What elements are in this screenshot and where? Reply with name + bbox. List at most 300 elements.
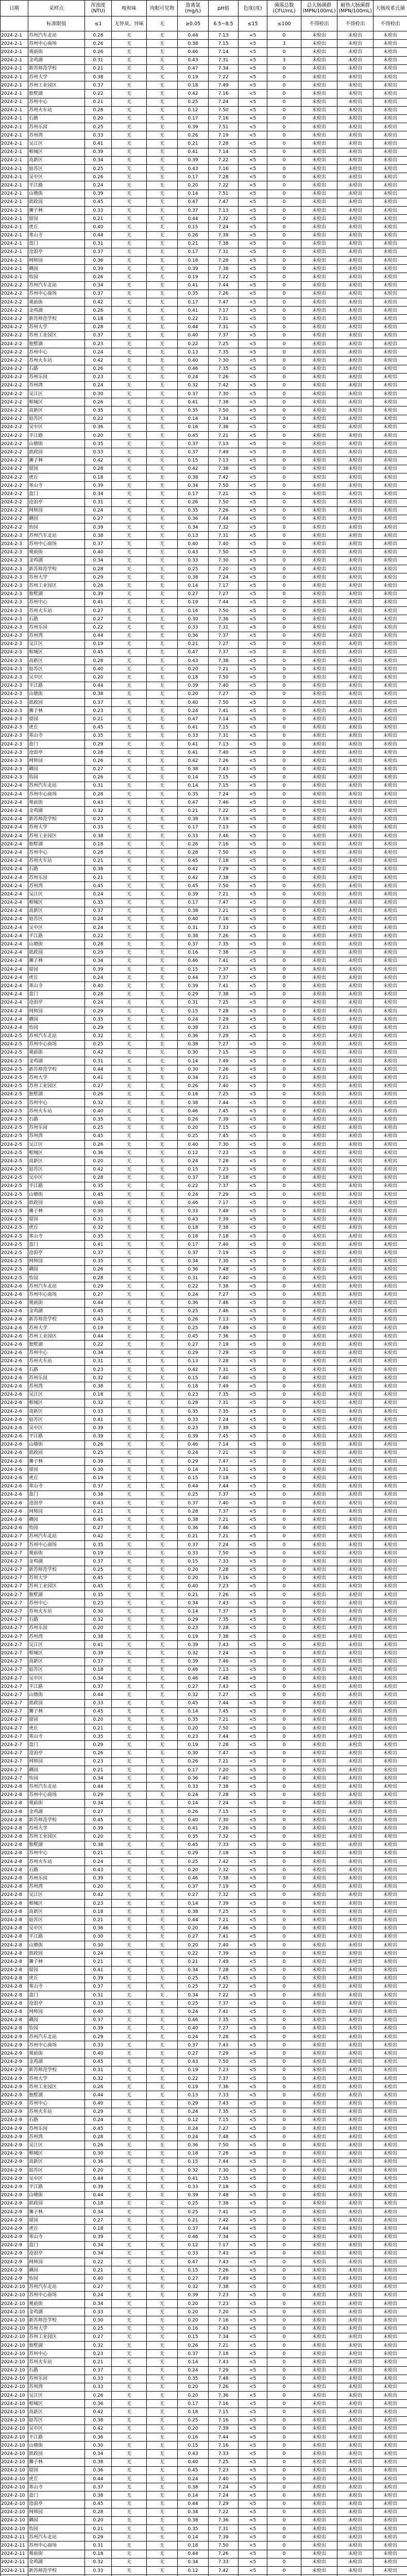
cell-color: <5 (239, 2450, 267, 2458)
cell-date: 2024-2-2 (1, 448, 28, 456)
cell-coliform: 未检出 (301, 2442, 337, 2450)
cell-bacteria: 0 (267, 2525, 301, 2533)
cell-chlorine: 0.17 (178, 248, 209, 256)
table-row (1, 1858, 407, 1866)
cell-odor: 无 (112, 1458, 147, 1466)
cell-date: 2024-2-7 (1, 1716, 28, 1724)
cell-visible: 无 (147, 398, 178, 406)
cell-date: 2024-2-5 (1, 1249, 28, 1257)
cell-color: <5 (239, 140, 267, 148)
cell-chlorine: 0.15 (178, 456, 209, 465)
cell-thermo-coliform: 未检出 (337, 432, 374, 440)
cell-odor: 无 (112, 1374, 147, 1382)
cell-thermo-coliform: 未检出 (337, 2316, 374, 2325)
cell-coliform: 未检出 (301, 1916, 337, 1924)
cell-chlorine: 0.37 (178, 1174, 209, 1182)
cell-chlorine: 0.37 (178, 1249, 209, 1257)
table-row (1, 390, 407, 398)
cell-color: <5 (239, 1841, 267, 1849)
cell-odor: 无 (112, 2558, 147, 2566)
cell-ecoli: 未检出 (374, 2258, 407, 2266)
table-row (1, 2133, 407, 2141)
cell-coliform: 未检出 (301, 2158, 337, 2166)
cell-ph: 7.19 (209, 1341, 239, 1349)
cell-ecoli: 未检出 (374, 840, 407, 849)
cell-date: 2024-2-6 (1, 1499, 28, 1507)
cell-thermo-coliform: 未检出 (337, 2516, 374, 2524)
cell-visible: 无 (147, 2325, 178, 2333)
cell-odor: 无 (112, 73, 147, 81)
cell-location: 新苏师范学校 (28, 64, 85, 73)
cell-color: <5 (239, 665, 267, 673)
table-row (1, 1090, 407, 1098)
cell-ph: 7.37 (209, 1999, 239, 2008)
cell-location: 苏州大学 (28, 323, 85, 331)
cell-odor: 无 (112, 2408, 147, 2416)
cell-turbidity: 0.26 (85, 2141, 112, 2149)
cell-thermo-coliform: 未检出 (337, 1382, 374, 1391)
cell-location: 狮子林 (28, 957, 85, 965)
cell-date: 2024-2-5 (1, 1199, 28, 1207)
cell-color: <5 (239, 240, 267, 248)
cell-bacteria: 0 (267, 573, 301, 582)
cell-bacteria: 0 (267, 2425, 301, 2433)
cell-location: 石路 (28, 1115, 85, 1124)
cell-location: 网师园 (28, 2258, 85, 2266)
cell-date: 2024-2-4 (1, 782, 28, 790)
cell-chlorine: 0.24 (178, 1191, 209, 1199)
cell-coliform: 未检出 (301, 657, 337, 665)
cell-location: 石路 (28, 365, 85, 373)
cell-date: 2024-2-4 (1, 815, 28, 823)
cell-thermo-coliform: 未检出 (337, 657, 374, 665)
cell-odor: 无 (112, 1466, 147, 1474)
cell-visible: 无 (147, 832, 178, 840)
table-row (1, 365, 407, 373)
cell-visible: 无 (147, 807, 178, 815)
cell-ecoli: 未检出 (374, 765, 407, 773)
cell-thermo-coliform: 未检出 (337, 2099, 374, 2108)
cell-ph: 7.27 (209, 2125, 239, 2133)
table-row (1, 1716, 407, 1724)
cell-turbidity: 0.18 (85, 473, 112, 481)
cell-coliform: 未检出 (301, 1741, 337, 1749)
cell-bacteria: 0 (267, 1582, 301, 1590)
cell-odor: 无 (112, 699, 147, 707)
cell-turbidity: 0.33 (85, 2375, 112, 2383)
cell-visible: 无 (147, 2116, 178, 2124)
cell-ecoli: 未检出 (374, 1274, 407, 1282)
cell-turbidity: 0.42 (85, 1532, 112, 1540)
cell-odor: 无 (112, 265, 147, 273)
cell-bacteria: 0 (267, 2316, 301, 2325)
cell-chlorine: 0.45 (178, 882, 209, 890)
cell-ecoli: 未检出 (374, 740, 407, 748)
cell-location: 苏州工业园区 (28, 1582, 85, 1590)
cell-odor: 无 (112, 2492, 147, 2500)
cell-visible: 无 (147, 2416, 178, 2425)
cell-chlorine: 0.19 (178, 2083, 209, 2091)
cell-ph: 7.16 (209, 2416, 239, 2425)
cell-ph: 7.28 (209, 1357, 239, 1365)
cell-visible: 无 (147, 1657, 178, 1666)
cell-ecoli: 未检出 (374, 823, 407, 832)
cell-ecoli: 未检出 (374, 73, 407, 81)
cell-turbidity: 0.20 (85, 1716, 112, 1724)
cell-odor: 无 (112, 2225, 147, 2233)
cell-turbidity: 0.31 (85, 2066, 112, 2074)
cell-ecoli: 未检出 (374, 2291, 407, 2299)
table-row (1, 440, 407, 448)
cell-bacteria: 0 (267, 1824, 301, 1833)
cell-thermo-coliform: 未检出 (337, 1616, 374, 1624)
cell-location: 拙政园 (28, 2199, 85, 2208)
cell-coliform: 未检出 (301, 932, 337, 940)
cell-bacteria: 0 (267, 732, 301, 740)
cell-date: 2024-2-1 (1, 106, 28, 114)
cell-coliform: 未检出 (301, 315, 337, 323)
cell-odor: 无 (112, 206, 147, 214)
cell-thermo-coliform: 未检出 (337, 1557, 374, 1566)
cell-coliform: 未检出 (301, 598, 337, 606)
cell-ecoli: 未检出 (374, 181, 407, 190)
cell-odor: 无 (112, 1891, 147, 1899)
cell-date: 2024-2-6 (1, 1391, 28, 1399)
cell-coliform: 未检出 (301, 573, 337, 582)
table-row (1, 465, 407, 473)
cell-odor: 无 (112, 40, 147, 48)
cell-turbidity: 0.45 (85, 2125, 112, 2133)
cell-chlorine: 0.29 (178, 1458, 209, 1466)
cell-turbidity: 0.24 (85, 506, 112, 515)
cell-odor: 无 (112, 2275, 147, 2283)
cell-ph: 7.21 (209, 2341, 239, 2349)
cell-ecoli: 未检出 (374, 757, 407, 765)
cell-turbidity: 0.22 (85, 623, 112, 632)
cell-location: 盘门 (28, 740, 85, 748)
cell-ph: 7.21 (209, 1516, 239, 1524)
cell-coliform: 未检出 (301, 131, 337, 140)
table-row (1, 965, 407, 974)
cell-color: <5 (239, 1574, 267, 1582)
cell-thermo-coliform: 未检出 (337, 123, 374, 131)
cell-odor: 无 (112, 1574, 147, 1582)
cell-visible: 无 (147, 348, 178, 357)
cell-ecoli: 未检出 (374, 1807, 407, 1816)
cell-odor: 无 (112, 1241, 147, 1249)
cell-turbidity: 0.28 (85, 657, 112, 665)
table-row (1, 223, 407, 231)
cell-ecoli: 未检出 (374, 114, 407, 123)
cell-coliform: 未检出 (301, 2541, 337, 2550)
cell-color: <5 (239, 1466, 267, 1474)
cell-coliform: 未检出 (301, 699, 337, 707)
cell-ph: 7.21 (209, 1074, 239, 1082)
cell-location: 寒山寺 (28, 482, 85, 490)
cell-location: 苏州中心 (28, 849, 85, 857)
cell-turbidity: 0.40 (85, 982, 112, 990)
cell-visible: 无 (147, 2083, 178, 2091)
cell-color: <5 (239, 782, 267, 790)
cell-color: <5 (239, 1733, 267, 1741)
cell-ph: 7.19 (209, 815, 239, 823)
cell-chlorine: 0.15 (178, 2158, 209, 2166)
cell-date: 2024-2-6 (1, 1357, 28, 1365)
cell-coliform: 未检出 (301, 982, 337, 990)
cell-thermo-coliform: 未检出 (337, 1799, 374, 1807)
table-row (1, 1490, 407, 1499)
cell-visible: 无 (147, 882, 178, 890)
cell-bacteria: 0 (267, 623, 301, 632)
cell-ecoli: 未检出 (374, 2500, 407, 2508)
cell-turbidity: 0.23 (85, 1757, 112, 1766)
cell-ph: 7.26 (209, 1591, 239, 1599)
table-row (1, 273, 407, 281)
cell-turbidity: 0.39 (85, 1458, 112, 1466)
cell-coliform: 未检出 (301, 749, 337, 757)
cell-ph: 7.38 (209, 1282, 239, 1291)
cell-turbidity: 0.34 (85, 1349, 112, 1357)
table-row (1, 2483, 407, 2492)
cell-color: <5 (239, 1374, 267, 1382)
cell-color: <5 (239, 749, 267, 757)
cell-chlorine: 0.45 (178, 857, 209, 865)
cell-coliform: 未检出 (301, 273, 337, 281)
table-row (1, 181, 407, 190)
cell-ecoli: 未检出 (374, 857, 407, 865)
cell-chlorine: 0.24 (178, 1449, 209, 1457)
cell-bacteria: 0 (267, 1799, 301, 1807)
cell-odor: 无 (112, 1299, 147, 1307)
cell-thermo-coliform: 未检出 (337, 340, 374, 348)
table-row (1, 1599, 407, 1607)
cell-coliform: 未检出 (301, 1674, 337, 1682)
cell-chlorine: 0.34 (178, 2508, 209, 2516)
cell-location: 拙政园 (28, 448, 85, 456)
cell-location: 耦园 (28, 2266, 85, 2275)
table-row (1, 765, 407, 773)
cell-bacteria: 0 (267, 114, 301, 123)
cell-visible: 无 (147, 707, 178, 715)
cell-ph: 7.45 (209, 1707, 239, 1716)
cell-ph: 7.30 (209, 1257, 239, 1265)
cell-turbidity: 0.21 (85, 64, 112, 73)
cell-coliform: 未检出 (301, 64, 337, 73)
cell-bacteria: 0 (267, 131, 301, 140)
table-row (1, 1124, 407, 1132)
cell-bacteria: 0 (267, 290, 301, 298)
cell-chlorine: 0.38 (178, 40, 209, 48)
cell-ph: 7.48 (209, 2191, 239, 2199)
cell-ecoli: 未检出 (374, 2350, 407, 2358)
cell-thermo-coliform: 未检出 (337, 1891, 374, 1899)
cell-ecoli: 未检出 (374, 465, 407, 473)
cell-chlorine: 0.17 (178, 173, 209, 181)
table-row (1, 740, 407, 748)
cell-bacteria: 0 (267, 1566, 301, 1574)
cell-coliform: 未检出 (301, 432, 337, 440)
cell-ecoli: 未检出 (374, 1224, 407, 1232)
cell-ph: 7.17 (209, 582, 239, 590)
cell-coliform: 未检出 (301, 423, 337, 431)
table-row (1, 2400, 407, 2408)
table-row (1, 1482, 407, 1490)
cell-coliform: 未检出 (301, 1482, 337, 1490)
cell-odor: 无 (112, 1691, 147, 1699)
cell-coliform: 未检出 (301, 1090, 337, 1098)
cell-turbidity: 0.34 (85, 2208, 112, 2216)
cell-location: 苏州中心 (28, 1099, 85, 1107)
cell-bacteria: 0 (267, 1666, 301, 1674)
cell-location: 拙政园 (28, 1950, 85, 1958)
cell-date: 2024-2-9 (1, 2166, 28, 2175)
cell-bacteria: 0 (267, 1683, 301, 1691)
table-row (1, 2116, 407, 2124)
cell-visible: 无 (147, 582, 178, 590)
cell-ph: 7.31 (209, 732, 239, 740)
cell-bacteria: 0 (267, 1282, 301, 1291)
table-row (1, 2049, 407, 2058)
cell-location: 寒山寺 (28, 2233, 85, 2241)
cell-ecoli: 未检出 (374, 1265, 407, 1274)
cell-visible: 无 (147, 1299, 178, 1307)
cell-location: 金鸡湖 (28, 307, 85, 315)
cell-thermo-coliform: 未检出 (337, 2141, 374, 2149)
cell-bacteria: 0 (267, 73, 301, 81)
cell-visible: 无 (147, 1291, 178, 1299)
cell-coliform: 未检出 (301, 1341, 337, 1349)
cell-visible: 无 (147, 1991, 178, 1999)
cell-chlorine: 0.36 (178, 1524, 209, 1532)
cell-bacteria: 0 (267, 690, 301, 698)
cell-bacteria: 0 (267, 1641, 301, 1649)
cell-chlorine: 0.47 (178, 198, 209, 206)
cell-location: 苏州中心 (28, 1849, 85, 1857)
cell-location: 平江路 (28, 1683, 85, 1691)
cell-ecoli: 未检出 (374, 1065, 407, 1074)
cell-color: <5 (239, 2333, 267, 2341)
cell-ecoli: 未检出 (374, 315, 407, 323)
cell-turbidity: 0.20 (85, 1833, 112, 1841)
cell-thermo-coliform: 未检出 (337, 1449, 374, 1457)
cell-chlorine: 0.21 (178, 1958, 209, 1966)
cell-color: <5 (239, 1549, 267, 1557)
cell-ph: 7.23 (209, 1165, 239, 1174)
cell-location: 苏州大学 (28, 573, 85, 582)
cell-visible: 无 (147, 1599, 178, 1607)
cell-bacteria: 0 (267, 190, 301, 198)
cell-chlorine: 0.27 (178, 2049, 209, 2058)
cell-visible: 无 (147, 632, 178, 640)
cell-chlorine: 0.39 (178, 156, 209, 164)
cell-ecoli: 未检出 (374, 1458, 407, 1466)
cell-chlorine: 0.36 (178, 1032, 209, 1040)
cell-turbidity: 0.39 (85, 148, 112, 156)
cell-color: <5 (239, 331, 267, 340)
cell-visible: 无 (147, 565, 178, 573)
table-row (1, 173, 407, 181)
cell-thermo-coliform: 未检出 (337, 2291, 374, 2299)
cell-color: <5 (239, 1691, 267, 1699)
cell-color: <5 (239, 757, 267, 765)
cell-date: 2024-2-2 (1, 290, 28, 298)
cell-bacteria: 0 (267, 1132, 301, 1140)
cell-turbidity: 0.37 (85, 1557, 112, 1566)
cell-turbidity: 0.38 (85, 1841, 112, 1849)
table-row (1, 1307, 407, 1315)
cell-coliform: 未检出 (301, 240, 337, 248)
cell-thermo-coliform: 未检出 (337, 1499, 374, 1507)
table-row (1, 2350, 407, 2358)
cell-ph: 7.36 (209, 2083, 239, 2091)
cell-location: 高新区 (28, 406, 85, 415)
cell-thermo-coliform: 未检出 (337, 1599, 374, 1607)
cell-odor: 无 (112, 1657, 147, 1666)
cell-coliform: 未检出 (301, 56, 337, 64)
cell-date: 2024-2-2 (1, 348, 28, 357)
cell-turbidity: 0.34 (85, 2249, 112, 2258)
cell-turbidity: 0.20 (85, 114, 112, 123)
cell-coliform: 未检出 (301, 2074, 337, 2082)
cell-bacteria: 0 (267, 1941, 301, 1949)
cell-visible: 无 (147, 782, 178, 790)
cell-ecoli: 未检出 (374, 2333, 407, 2341)
table-row (1, 257, 407, 265)
cell-ecoli: 未检出 (374, 1950, 407, 1958)
cell-turbidity: 0.45 (85, 2058, 112, 2066)
cell-chlorine: 0.37 (178, 1499, 209, 1507)
cell-visible: 无 (147, 1449, 178, 1457)
cell-turbidity: 0.37 (85, 907, 112, 915)
cell-odor: 无 (112, 2383, 147, 2391)
cell-bacteria: 0 (267, 2392, 301, 2400)
table-row (1, 1007, 407, 1015)
cell-turbidity: 0.45 (85, 1582, 112, 1590)
cell-chlorine: 0.44 (178, 2500, 209, 2508)
cell-ecoli: 未检出 (374, 48, 407, 56)
cell-visible: 无 (147, 2492, 178, 2500)
table-row (1, 2325, 407, 2333)
cell-location: 观前街 (28, 799, 85, 807)
cell-thermo-coliform: 未检出 (337, 523, 374, 532)
cell-color: <5 (239, 857, 267, 865)
cell-ph: 7.38 (209, 657, 239, 665)
cell-odor: 无 (112, 1399, 147, 1407)
cell-chlorine: 0.31 (178, 1274, 209, 1282)
cell-ph: 7.35 (209, 365, 239, 373)
table-row (1, 2333, 407, 2341)
cell-visible: 无 (147, 1466, 178, 1474)
cell-turbidity: 0.44 (85, 2091, 112, 2099)
cell-ecoli: 未检出 (374, 340, 407, 348)
cell-turbidity: 0.28 (85, 849, 112, 857)
cell-coliform: 未检出 (301, 1507, 337, 1516)
cell-color: <5 (239, 1391, 267, 1399)
cell-date: 2024-2-9 (1, 2191, 28, 2199)
cell-chlorine: 0.42 (178, 1366, 209, 1374)
cell-color: <5 (239, 1366, 267, 1374)
cell-chlorine: 0.20 (178, 2316, 209, 2325)
cell-visible: 无 (147, 1132, 178, 1140)
cell-turbidity: 0.38 (85, 1382, 112, 1391)
cell-visible: 无 (147, 1716, 178, 1724)
cell-chlorine: 0.13 (178, 532, 209, 540)
cell-odor: 无 (112, 423, 147, 431)
cell-chlorine: 0.34 (178, 1599, 209, 1607)
cell-date: 2024-2-9 (1, 2158, 28, 2166)
cell-visible: 无 (147, 2175, 178, 2183)
cell-odor: 无 (112, 2266, 147, 2275)
